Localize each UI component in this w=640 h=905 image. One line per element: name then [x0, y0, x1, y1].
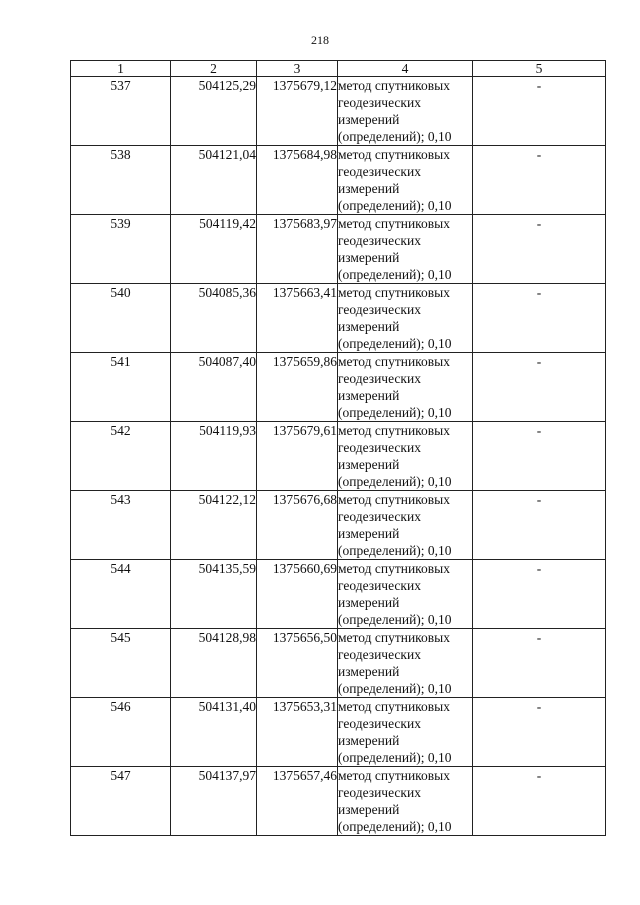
point-number-cell: 546: [71, 698, 171, 767]
note-cell: -: [473, 491, 606, 560]
table-row: [71, 215, 606, 284]
column-header: 5: [473, 61, 606, 77]
page-number: 218: [311, 33, 329, 47]
x-coordinate-cell: 504121,04: [171, 146, 257, 215]
table-row: [71, 698, 606, 767]
y-coordinate-cell: 1375660,69: [257, 560, 338, 629]
note-cell: -: [473, 284, 606, 353]
point-number-cell: 545: [71, 629, 171, 698]
point-number-cell: 543: [71, 491, 171, 560]
y-coordinate-cell: 1375679,61: [257, 422, 338, 491]
y-coordinate-cell: 1375663,41: [257, 284, 338, 353]
column-header: 4: [338, 61, 473, 77]
method-cell: метод спутниковых геодезических измерений (определений); 0,10: [338, 491, 473, 560]
x-coordinate-cell: 504119,93: [171, 422, 257, 491]
x-coordinate-cell: 504085,36: [171, 284, 257, 353]
x-coordinate-cell: 504131,40: [171, 698, 257, 767]
point-number-cell: 537: [71, 77, 171, 146]
note-cell: -: [473, 422, 606, 491]
note-cell: -: [473, 353, 606, 422]
point-number-cell: 540: [71, 284, 171, 353]
y-coordinate-cell: 1375656,50: [257, 629, 338, 698]
table-row: [71, 560, 606, 629]
x-coordinate-cell: 504125,29: [171, 77, 257, 146]
point-number-cell: 538: [71, 146, 171, 215]
table-row: [71, 284, 606, 353]
method-cell: метод спутниковых геодезических измерений (определений); 0,10: [338, 698, 473, 767]
table-body: [71, 77, 606, 836]
column-header: 3: [257, 61, 338, 77]
note-cell: -: [473, 215, 606, 284]
table-row: [71, 767, 606, 836]
column-header: 1: [71, 61, 171, 77]
method-cell: метод спутниковых геодезических измерений (определений); 0,10: [338, 284, 473, 353]
point-number-cell: 541: [71, 353, 171, 422]
method-cell: метод спутниковых геодезических измерений (определений); 0,10: [338, 77, 473, 146]
y-coordinate-cell: 1375659,86: [257, 353, 338, 422]
y-coordinate-cell: 1375676,68: [257, 491, 338, 560]
x-coordinate-cell: 504122,12: [171, 491, 257, 560]
table-row: [71, 491, 606, 560]
y-coordinate-cell: 1375679,12: [257, 77, 338, 146]
point-number-cell: 542: [71, 422, 171, 491]
column-header: 2: [171, 61, 257, 77]
method-cell: метод спутниковых геодезических измерений (определений); 0,10: [338, 146, 473, 215]
x-coordinate-cell: 504135,59: [171, 560, 257, 629]
note-cell: -: [473, 77, 606, 146]
x-coordinate-cell: 504137,97: [171, 767, 257, 836]
note-cell: -: [473, 560, 606, 629]
x-coordinate-cell: 504087,40: [171, 353, 257, 422]
method-cell: метод спутниковых геодезических измерений (определений); 0,10: [338, 353, 473, 422]
y-coordinate-cell: 1375657,46: [257, 767, 338, 836]
point-number-cell: 547: [71, 767, 171, 836]
x-coordinate-cell: 504119,42: [171, 215, 257, 284]
note-cell: -: [473, 698, 606, 767]
note-cell: -: [473, 767, 606, 836]
table-row: [71, 422, 606, 491]
point-number-cell: 539: [71, 215, 171, 284]
y-coordinate-cell: 1375683,97: [257, 215, 338, 284]
point-number-cell: 544: [71, 560, 171, 629]
table-row: [71, 353, 606, 422]
note-cell: -: [473, 629, 606, 698]
table-header-row: [71, 61, 606, 77]
table-row: [71, 77, 606, 146]
method-cell: метод спутниковых геодезических измерений (определений); 0,10: [338, 629, 473, 698]
table-row: [71, 629, 606, 698]
method-cell: метод спутниковых геодезических измерений (определений); 0,10: [338, 560, 473, 629]
method-cell: метод спутниковых геодезических измерений (определений); 0,10: [338, 767, 473, 836]
coordinates-table: [70, 60, 606, 836]
table-row: [71, 146, 606, 215]
method-cell: метод спутниковых геодезических измерений (определений); 0,10: [338, 422, 473, 491]
y-coordinate-cell: 1375653,31: [257, 698, 338, 767]
note-cell: -: [473, 146, 606, 215]
x-coordinate-cell: 504128,98: [171, 629, 257, 698]
method-cell: метод спутниковых геодезических измерений (определений); 0,10: [338, 215, 473, 284]
y-coordinate-cell: 1375684,98: [257, 146, 338, 215]
